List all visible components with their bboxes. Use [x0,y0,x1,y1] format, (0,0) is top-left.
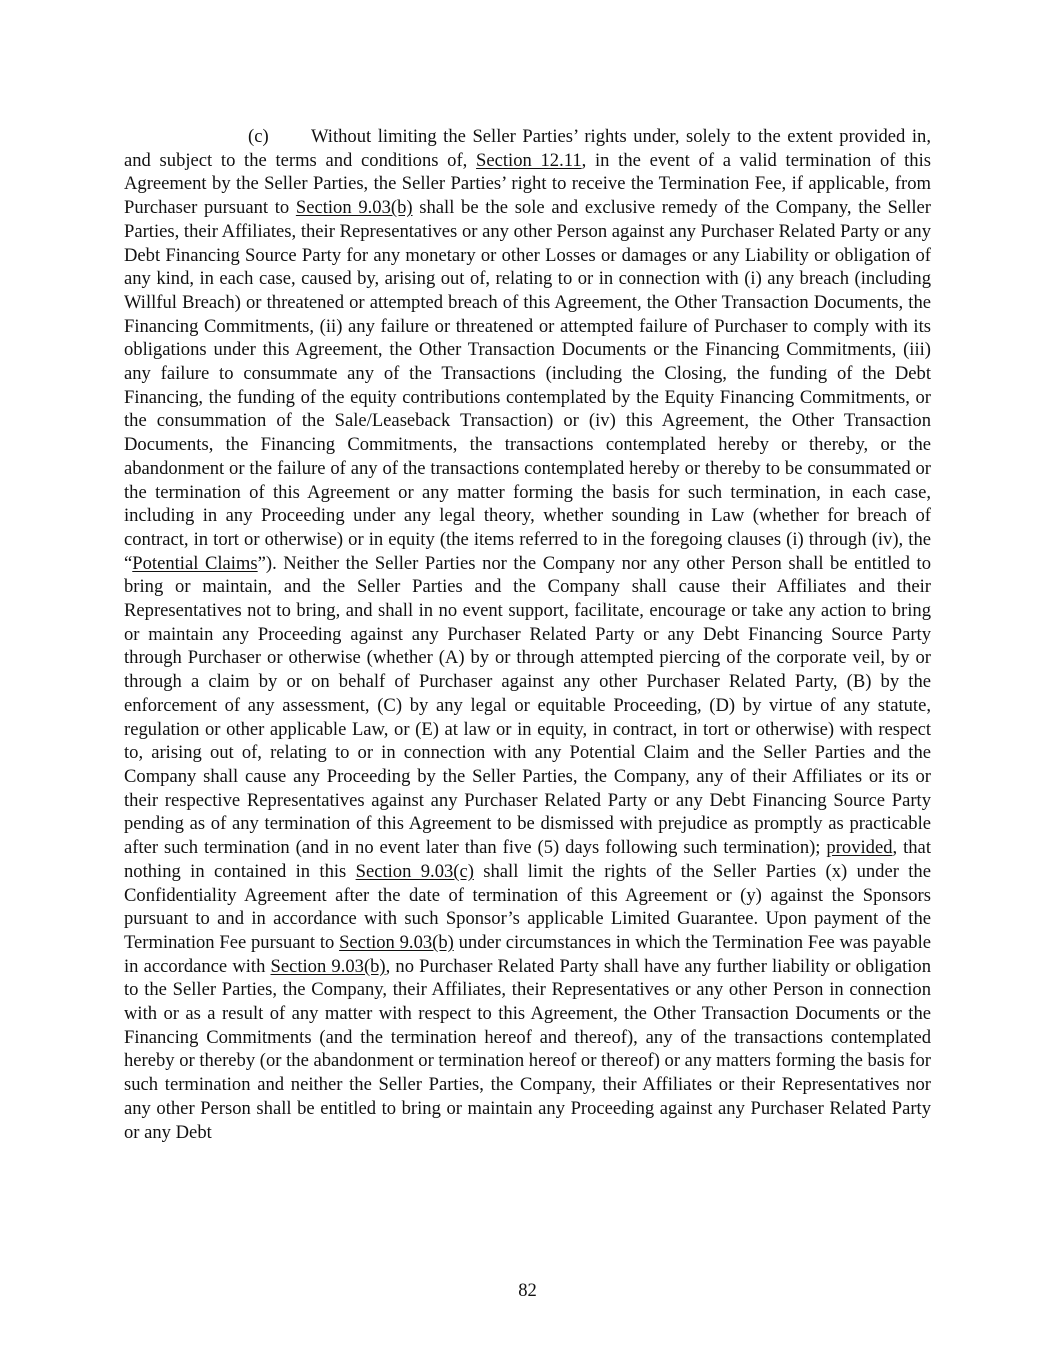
text-segment-3: shall be the sole and exclusive remedy of the Company, the Seller Parties, their Affiliates, their Representatives or any other Person against any Purchaser Related Party or any Debt Financing Source Party for any monetary or other Losses or damages or any Liability or obligation of any kind, in each case, caused by, arising out of, relating to or in connection with (i) any breach (including Willful Breach) or threatened or attempted breach of this Agreement, the Other Transaction Documents, the Financing Commitments, (ii) any failure or threatened or attempted failure of Purchaser to comply with its obligations under this Agreement, the Other Transaction Documents or the Financing Commitments, (iii) any failure to consummate any of the Transactions (including the Closing, the funding of the Debt Financing, the funding of the equity contributions contemplated by the Equity Financing Commitments, or the consummation of the Sale/Leaseback Transaction) or (iv) this Agreement, the Other Transaction Documents, the Financing Commitments, the transactions contemplated hereby or thereby, or the abandonment or the failure of any of the transactions contemplated hereby or thereby to be consummated or the termination of this Agreement or any matter forming the basis for such termination, in each case, including in any Proceeding under any legal theory, whether sounding in Law (whether for breach of contract, in tort or otherwise) or in equity (the items referred to in the foregoing clauses (i) through (iv), the “ [124,197,931,574]
section-reference-9-03-b-second: Section 9.03(b) [339,931,454,953]
text-segment-2: , in the event of a valid termination of this Agreement by the Seller Parties, the Seller Parties’ right to receive the Termination Fee, if applicable, from Purchaser pursuant to [124,149,931,219]
section-9-03-c-paragraph [124,125,931,1144]
page-number: 82 [518,1280,537,1301]
section-reference-9-03-c: Section 9.03(c) [355,860,474,882]
section-reference-12-11: Section 12.11 [476,149,582,171]
text-segment-1: Without limiting the Seller Parties’ rights under, solely to the extent provided in, and subject to the terms and conditions of, [124,126,931,171]
defined-term-potential-claims: Potential Claims [132,552,258,574]
text-segment-6: shall limit the rights of the Seller Parties (x) under the Confidentiality Agreement after the date of termination of this Agreement or (y) against the Sponsors pursuant to and in accordance with such Sponsor’s applicable Limited Guarantee. Upon payment of the Termination Fee pursuant to [124,860,931,953]
section-reference-9-03-b: Section 9.03(b) [295,197,413,219]
clause-marker: (c) [248,126,269,147]
text-segment-4: ”). Neither the Seller Parties nor the Company nor any other Person shall be entitled to bring or maintain, and the Seller Parties and the Company shall cause their Affiliates and their Representatives not to bring, and shall in no event support, facilitate, encourage or take any action to bring or maintain any Proceeding against any Purchaser Related Party or any Debt Financing Source Party through Purchaser or otherwise (whether (A) by or through attempted piercing of the corporate veil, by or through a claim by or on behalf of Purchaser against any other Purchaser Related Party, (B) by the enforcement of any assessment, (C) by any legal or equitable Proceeding, (D) by virtue of any statute, regulation or other applicable Law, or (E) at law or in equity, in contract, in tort or otherwise) with respect to, arising out of, relating to or in connection with any Potential Claim and the Seller Parties and the Company shall cause any Proceeding by the Seller Parties, the Company, any of their Affiliates or its or their respective Representatives against any Purchaser Related Party or any Debt Financing Source Party pending as of any termination of this Agreement to be dismissed with prejudice as promptly as practicable after such termination (and in no event later than five (5) days following such termination); [124,552,931,859]
text-segment-8: , no Purchaser Related Party shall have any further liability or obligation to the Seller Parties, the Company, their Affiliates, their Representatives or any other Person in connection with or as a result of any matter with respect to this Agreement, the Other Transaction Documents or the Financing Commitments (and the termination hereof and thereof), any of the transactions contemplated hereby or thereby (or the abandonment or termination hereof or thereof) or any matters forming the basis for such termination and neither the Seller Parties, the Company, their Affiliates or their Representatives nor any other Person shall be entitled to bring or maintain any Proceeding against any Purchaser Related Party or any Debt [124,955,931,1143]
text-segment-5: , that nothing in contained in this [124,837,931,882]
section-reference-9-03-b-third: Section 9.03(b) [270,955,386,977]
text-segment-7: under circumstances in which the Termination Fee was payable in accordance with [124,931,932,977]
defined-term-provided: provided [826,837,893,859]
